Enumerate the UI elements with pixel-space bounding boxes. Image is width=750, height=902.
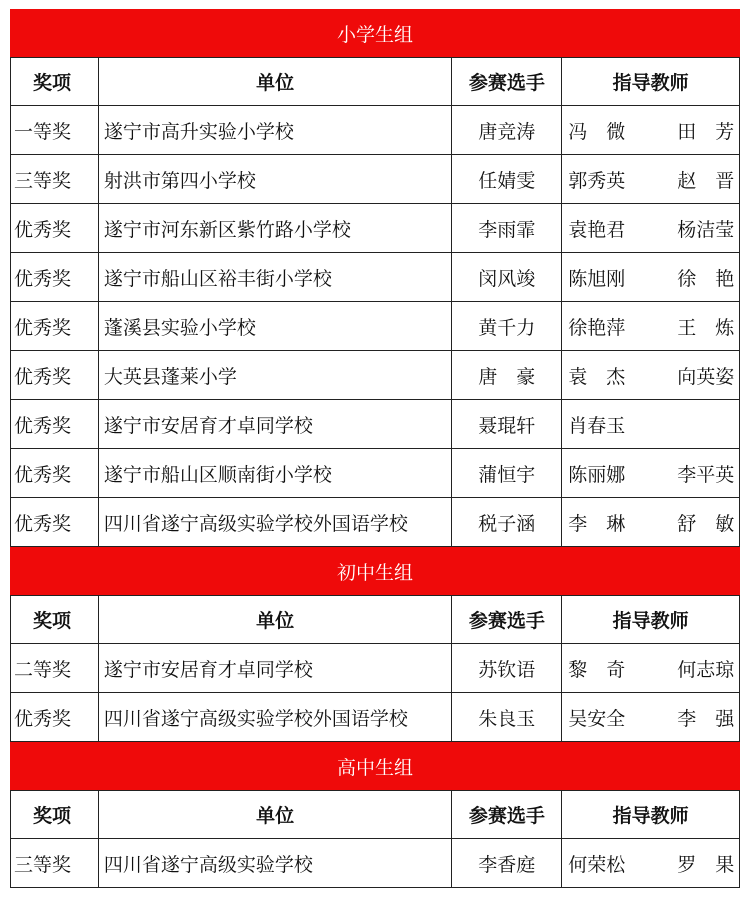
award-cell: 优秀奖 <box>11 302 99 351</box>
unit-cell: 蓬溪县实验小学校 <box>99 302 453 351</box>
teacher-cell <box>562 351 740 400</box>
table-row <box>10 644 740 693</box>
table-row <box>10 351 740 400</box>
teacher-name-2: 何志琼 <box>677 658 735 681</box>
teacher-cell <box>562 155 740 204</box>
teacher-names <box>568 117 739 144</box>
player-cell: 朱良玉 <box>452 693 562 742</box>
award-cell: 优秀奖 <box>11 498 99 547</box>
teacher-name-1: 吴安全 <box>568 707 626 730</box>
unit-cell: 四川省遂宁高级实验学校 <box>99 839 453 888</box>
award-cell: 二等奖 <box>11 644 99 693</box>
player-cell: 黄千力 <box>452 302 562 351</box>
player-cell: 唐竞涛 <box>452 106 562 155</box>
teacher-name-1: 何荣松 <box>568 853 626 876</box>
player-cell: 李雨霏 <box>452 204 562 253</box>
table-row <box>10 302 740 351</box>
teacher-name-1: 陈丽娜 <box>568 463 626 486</box>
header-teacher: 指导教师 <box>562 57 740 106</box>
table-row <box>10 253 740 302</box>
player-cell: 苏钦语 <box>452 644 562 693</box>
award-cell: 优秀奖 <box>11 204 99 253</box>
player-cell: 蒲恒宇 <box>452 449 562 498</box>
teacher-cell <box>562 449 740 498</box>
award-cell: 一等奖 <box>11 106 99 155</box>
header-teacher: 指导教师 <box>562 790 740 839</box>
teacher-names <box>568 215 739 242</box>
table-row <box>10 693 740 742</box>
unit-cell: 遂宁市河东新区紫竹路小学校 <box>99 204 453 253</box>
player-cell: 唐 豪 <box>452 351 562 400</box>
unit-cell: 遂宁市安居育才卓同学校 <box>99 400 453 449</box>
teacher-name-1: 李 琳 <box>568 512 626 535</box>
unit-cell: 射洪市第四小学校 <box>99 155 453 204</box>
table-row <box>10 400 740 449</box>
teacher-name-2 <box>644 411 734 438</box>
teacher-name-2: 杨洁莹 <box>677 218 735 241</box>
table-row <box>10 839 740 888</box>
teacher-name-1: 冯 微 <box>568 120 626 143</box>
table-row <box>10 155 740 204</box>
teacher-name-1: 陈旭刚 <box>568 267 626 290</box>
teacher-names <box>568 509 739 536</box>
teacher-name-2: 罗 果 <box>677 853 735 876</box>
teacher-name-2: 李平英 <box>677 463 735 486</box>
teacher-name-1: 袁 杰 <box>568 365 626 388</box>
header-row <box>10 790 740 839</box>
teacher-cell <box>562 302 740 351</box>
teacher-name-2: 向英姿 <box>677 365 735 388</box>
player-cell: 任婧雯 <box>452 155 562 204</box>
header-player: 参赛选手 <box>452 790 562 839</box>
table-row <box>10 106 740 155</box>
unit-cell: 遂宁市高升实验小学校 <box>99 106 453 155</box>
section-title-primary: 小学生组 <box>10 9 740 57</box>
teacher-name-1: 肖春玉 <box>568 414 626 437</box>
header-award: 奖项 <box>11 790 99 839</box>
header-unit: 单位 <box>99 595 453 644</box>
header-award: 奖项 <box>11 595 99 644</box>
award-cell: 优秀奖 <box>11 351 99 400</box>
header-unit: 单位 <box>99 57 453 106</box>
teacher-names <box>568 704 739 731</box>
teacher-name-2: 徐 艳 <box>677 267 735 290</box>
header-award: 奖项 <box>11 57 99 106</box>
teacher-names <box>568 411 739 438</box>
teacher-names <box>568 362 739 389</box>
header-teacher: 指导教师 <box>562 595 740 644</box>
award-cell: 三等奖 <box>11 155 99 204</box>
unit-cell: 四川省遂宁高级实验学校外国语学校 <box>99 498 453 547</box>
award-table <box>10 9 740 888</box>
teacher-name-1: 徐艳萍 <box>568 316 626 339</box>
section-title-senior: 高中生组 <box>10 742 740 790</box>
teacher-cell <box>562 106 740 155</box>
award-cell: 优秀奖 <box>11 693 99 742</box>
player-cell: 聂琨轩 <box>452 400 562 449</box>
award-cell: 三等奖 <box>11 839 99 888</box>
teacher-cell <box>562 839 740 888</box>
teacher-name-2: 李 强 <box>677 707 735 730</box>
teacher-name-1: 袁艳君 <box>568 218 626 241</box>
teacher-name-2: 田 芳 <box>677 120 735 143</box>
teacher-cell <box>562 693 740 742</box>
teacher-name-1: 郭秀英 <box>568 169 626 192</box>
table-row <box>10 498 740 547</box>
unit-cell: 遂宁市船山区裕丰街小学校 <box>99 253 453 302</box>
teacher-cell <box>562 644 740 693</box>
teacher-name-1: 黎 奇 <box>568 658 626 681</box>
player-cell: 李香庭 <box>452 839 562 888</box>
teacher-name-2: 赵 晋 <box>677 169 735 192</box>
teacher-cell <box>562 400 740 449</box>
teacher-names <box>568 460 739 487</box>
header-row <box>10 57 740 106</box>
table-row <box>10 204 740 253</box>
section-title-junior: 初中生组 <box>10 547 740 595</box>
teacher-names <box>568 313 739 340</box>
unit-cell: 四川省遂宁高级实验学校外国语学校 <box>99 693 453 742</box>
teacher-names <box>568 850 739 877</box>
teacher-name-2: 舒 敏 <box>677 512 735 535</box>
header-player: 参赛选手 <box>452 595 562 644</box>
teacher-cell <box>562 498 740 547</box>
teacher-names <box>568 166 739 193</box>
unit-cell: 大英县蓬莱小学 <box>99 351 453 400</box>
player-cell: 税子涵 <box>452 498 562 547</box>
award-cell: 优秀奖 <box>11 400 99 449</box>
header-row <box>10 595 740 644</box>
header-player: 参赛选手 <box>452 57 562 106</box>
teacher-name-2: 王 炼 <box>677 316 735 339</box>
unit-cell: 遂宁市安居育才卓同学校 <box>99 644 453 693</box>
teacher-cell <box>562 204 740 253</box>
teacher-names <box>568 264 739 291</box>
award-cell: 优秀奖 <box>11 253 99 302</box>
table-row <box>10 449 740 498</box>
header-unit: 单位 <box>99 790 453 839</box>
teacher-cell <box>562 253 740 302</box>
award-cell: 优秀奖 <box>11 449 99 498</box>
teacher-names <box>568 655 739 682</box>
player-cell: 闵风竣 <box>452 253 562 302</box>
unit-cell: 遂宁市船山区顺南街小学校 <box>99 449 453 498</box>
